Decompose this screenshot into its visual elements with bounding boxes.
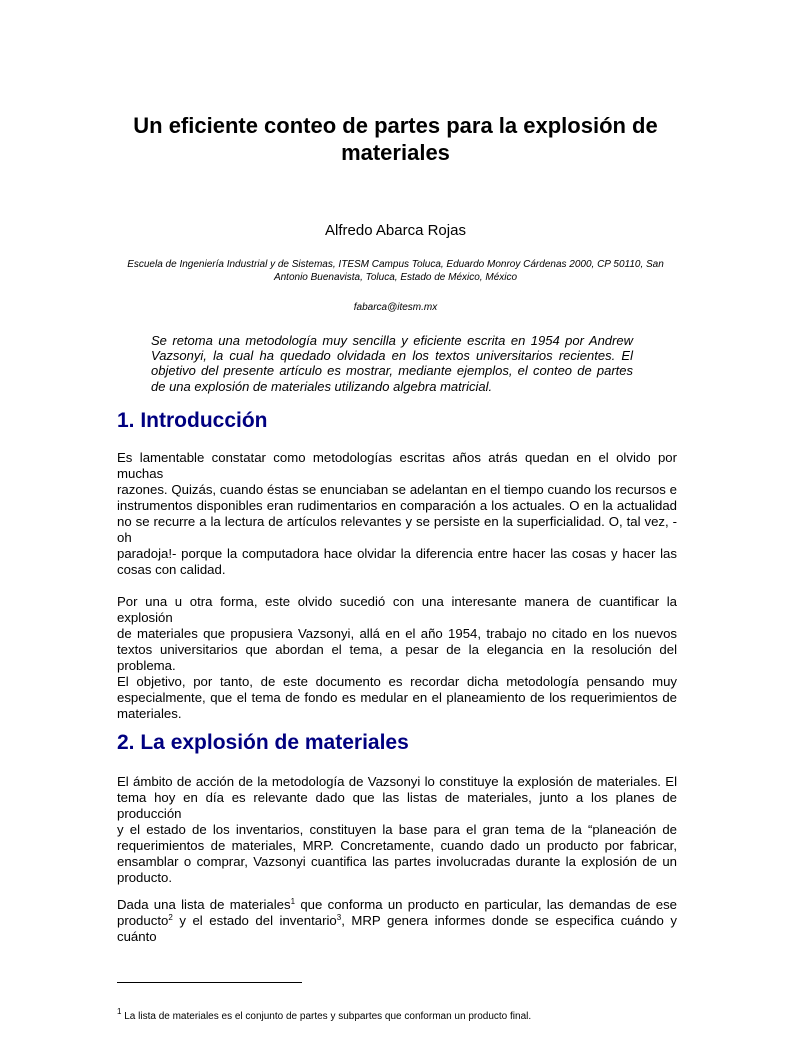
text-line: requerimientos de materiales, MRP. Concretamente, cuando dado un producto por fabricar, [117,837,677,853]
footnote-text: La lista de materiales es el conjunto de partes y subpartes que conforman un producto final. [121,1010,532,1022]
abstract [151,333,633,394]
text-line: Por una u otra forma, este olvido sucedió con una interesante manera de cuantificar la explosión [117,593,677,625]
section-heading: 1. Introducción [117,408,268,432]
text-line: de materiales que propusiera Vazsonyi, allá en el año 1954, trabajo no citado en los nuevos [117,625,677,641]
footnote-ref[interactable]: 1 [290,896,296,906]
text-line: Es lamentable constatar como metodologías escritas años atrás quedan en el olvido por muchas [117,449,677,481]
footnote-mark: 1 [117,1006,122,1016]
footnote-separator [117,982,302,983]
text-line: ensamblar o comprar, Vazsonyi cuantifica las partes involucradas durante la explosión de un [117,853,677,869]
text-line: materiales. [117,705,182,721]
paragraph [117,450,677,578]
text-line [117,897,677,913]
abstract-line: de una explosión de materiales utilizando algebra matricial. [151,378,493,394]
text-line: instrumentos disponibles eran rudimentarios en comparación a los actuales. O en la actualidad [117,497,677,513]
paragraph [117,774,677,886]
abstract-line: objetivo del presente artículo es mostrar, mediante ejemplos, el conteo de partes [151,363,633,379]
affiliation [86,259,706,284]
author-name: Alfredo Abarca Rojas [325,222,466,239]
text-line: y el estado de los inventarios, constituyen la base para el gran tema de la “planeación de [117,821,677,837]
text-line: El ámbito de acción de la metodología de Vazsonyi lo constituye la explosión de materiales. El [117,773,677,789]
paragraph [117,897,677,945]
paragraph [117,594,677,722]
text-line: producto. [117,869,172,885]
text: producto [117,912,169,928]
text-line: El objetivo, por tanto, de este documento es recordar dicha metodología pensando muy [117,673,677,689]
document-title [60,112,731,166]
author-email[interactable]: fabarca@itesm.mx [353,302,438,313]
text-line: no se recurre a la lectura de artículos relevantes y se persiste en la superficialidad. O, tal vez, -oh [117,513,677,545]
affiliation-line: Escuela de Ingeniería Industrial y de Sistemas, ITESM Campus Toluca, Eduardo Monroy Cárdenas 2000, CP 50110, San [127,259,664,270]
footnote [117,1006,791,1043]
section-heading: 2. La explosión de materiales [117,730,409,754]
footnote-ref[interactable]: 3 [336,912,342,922]
text-line: especialmente, que el tema de fondo es medular en el planeamiento de los requerimientos de [117,689,677,705]
text-line: razones. Quizás, cuando éstas se enunciaban se adelantan en el tiempo cuando los recursos e [117,481,677,497]
text: Dada una lista de materiales [117,896,291,912]
text-line: paradoja!- porque la computadora hace olvidar la diferencia entre hacer las cosas y hacer las [117,545,677,561]
text: que conforma un producto en particular, las demandas de ese [295,896,677,912]
text-line: tema hoy en día es relevante dado que las listas de materiales, junto a los planes de producción [117,789,677,821]
affiliation-line: Antonio Buenavista, Toluca, Estado de México, México [273,271,518,283]
abstract-line: Se retoma una metodología muy sencilla y eficiente escrita en 1954 por Andrew [151,333,633,348]
title-line: Un eficiente conteo de partes para la explosión de [133,113,658,138]
abstract-line: Vazsonyi, la cual ha quedado olvidada en los textos universitarios recientes. El [151,348,633,364]
footnote-ref[interactable]: 2 [168,912,173,922]
title-line: materiales [341,140,450,165]
text-line: textos universitarios que abordan el tema, a pesar de la elegancia en la resolución del problema. [117,641,677,673]
text: y el estado del inventario [172,912,337,928]
text-line [117,913,677,945]
text-line: cosas con calidad. [117,561,226,577]
text: , MRP genera informes donde se especifica cuándo y cuánto [117,912,677,944]
